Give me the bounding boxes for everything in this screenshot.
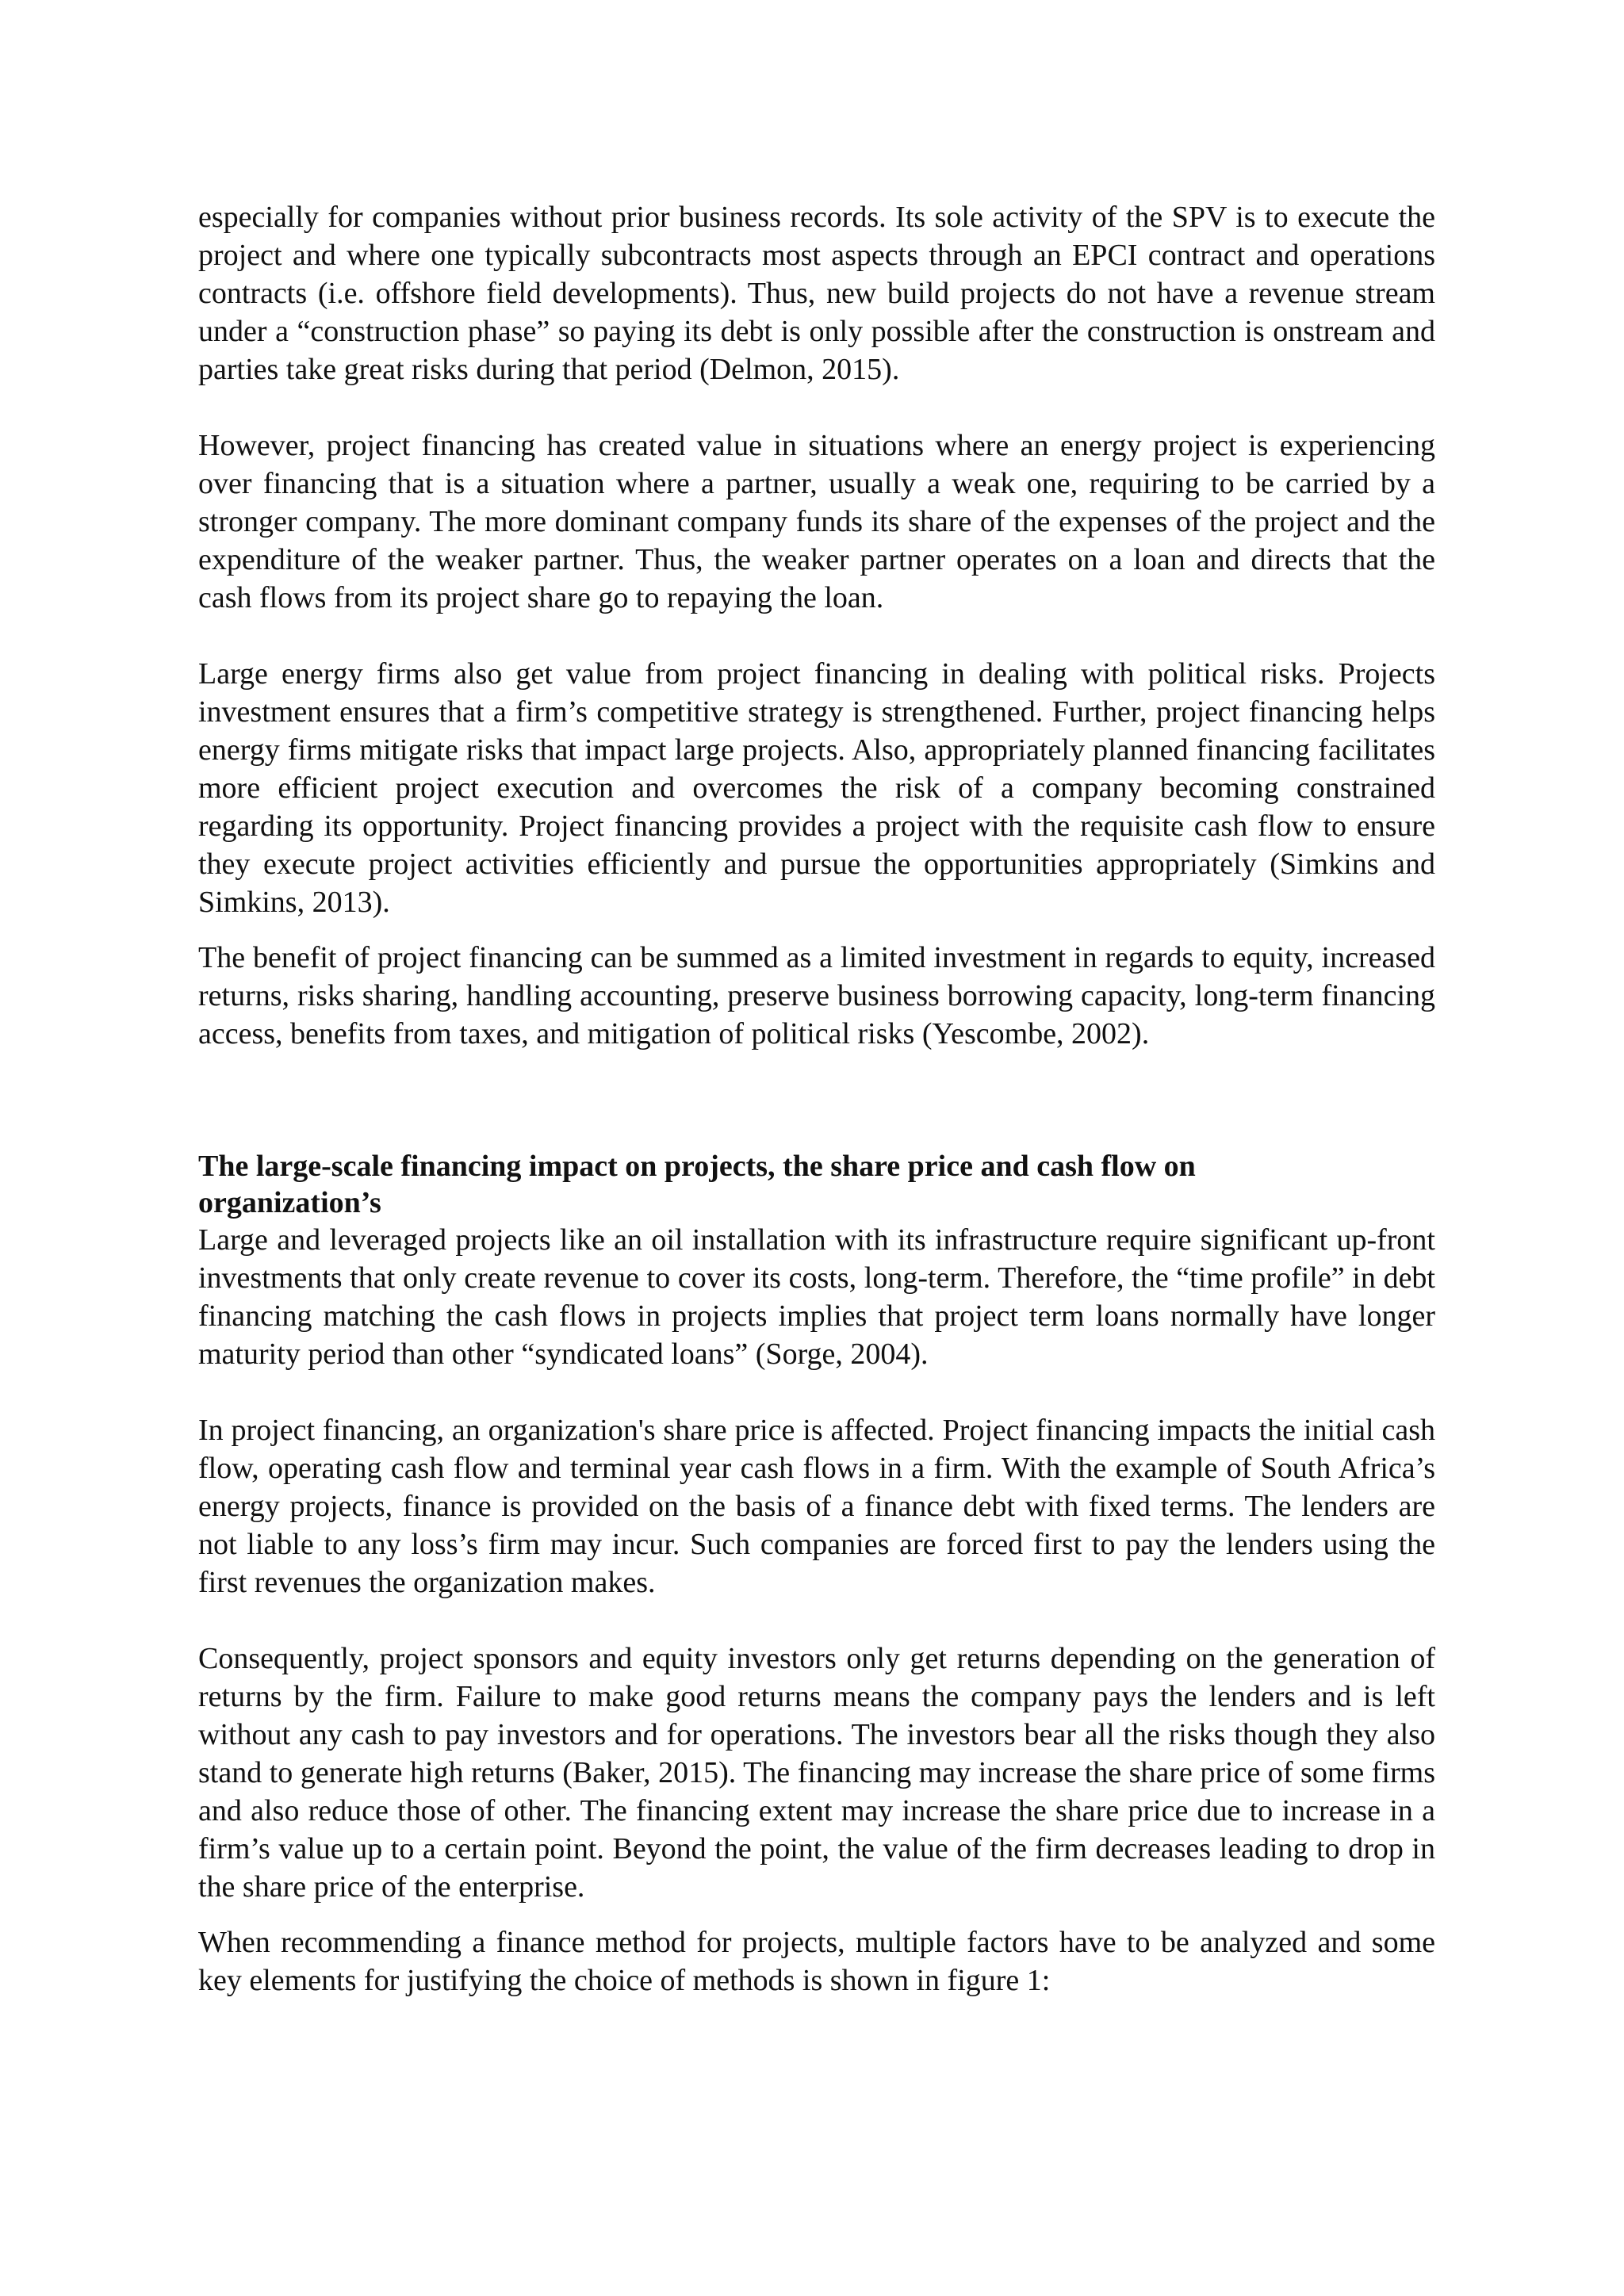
paragraph-spv-activity: especially for companies without prior business records. Its sole activity of the SPV is to execute the project and where one typically subcontracts most aspects through an EPCI contract and operations contracts (i.e. offshore field developments). Thus, new build projects do not have a revenue stream under a “construction phase” so paying its debt is only possible after the construction is onstream and parties take great risks during that period (Delmon, 2015). bbox=[198, 201, 1435, 386]
section-heading: The large-scale financing impact on projects, the share price and cash flow on organization’s bbox=[198, 1150, 1196, 1219]
paragraph-investor-returns: Consequently, project sponsors and equity investors only get returns depending on the generation of returns by the firm. Failure to make good returns means the company pays the lenders and is left without any cash to pay investors and for operations. The investors bear all the risks though they also stand to generate high returns (Baker, 2015). The financing may increase the share price of some firms and also reduce those of other. The financing extent may increase the share price due to increase in a firm’s value up to a certain point. Beyond the point, the value of the firm decreases leading to drop in the share price of the enterprise. bbox=[198, 1642, 1435, 1904]
paragraph-financing-benefits: The benefit of project financing can be summed as a limited investment in regards to equity, increased returns, risks sharing, handling accounting, preserve business borrowing capacity, long-term financing access, benefits from taxes, and mitigation of political risks (Yescombe, 2002). bbox=[198, 941, 1435, 1050]
document-body bbox=[198, 198, 1435, 1999]
paragraph-share-price: In project financing, an organization's share price is affected. Project financing impacts the initial cash flow, operating cash flow and terminal year cash flows in a firm. With the example of South Africa’s energy projects, finance is provided on the basis of a finance debt with fixed terms. The lenders are not liable to any loss’s firm may incur. Such companies are forced first to pay the lenders using the first revenues the organization makes. bbox=[198, 1414, 1435, 1599]
paragraph-over-financing: However, project financing has created value in situations where an energy project is experiencing over financing that is a situation where a partner, usually a weak one, requiring to be carried by a stronger company. The more dominant company funds its share of the expenses of the project and the expenditure of the weaker partner. Thus, the weaker partner operates on a loan and directs that the cash flows from its project share go to repaying the loan. bbox=[198, 429, 1435, 614]
paragraph-leveraged-projects: Large and leveraged projects like an oil installation with its infrastructure require significant up-front investments that only create revenue to cover its costs, long-term. Therefore, the “time profile” in debt financing matching the cash flows in projects implies that project term loans normally have longer maturity period than other “syndicated loans” (Sorge, 2004). bbox=[198, 1223, 1435, 1371]
paragraph-finance-method: When recommending a finance method for projects, multiple factors have to be analyzed and some key elements for justifying the choice of methods is shown in figure 1: bbox=[198, 1926, 1435, 1997]
paragraph-political-risks: Large energy firms also get value from project financing in dealing with political risks. Projects investment ensures that a firm’s competitive strategy is strengthened. Further, project financing helps energy firms mitigate risks that impact large projects. Also, appropriately planned financing facilitates more efficient project execution and overcomes the risk of a company becoming constrained regarding its opportunity. Project financing provides a project with the requisite cash flow to ensure they execute project activities efficiently and pursue the opportunities appropriately (Simkins and Simkins, 2013). bbox=[198, 657, 1435, 919]
